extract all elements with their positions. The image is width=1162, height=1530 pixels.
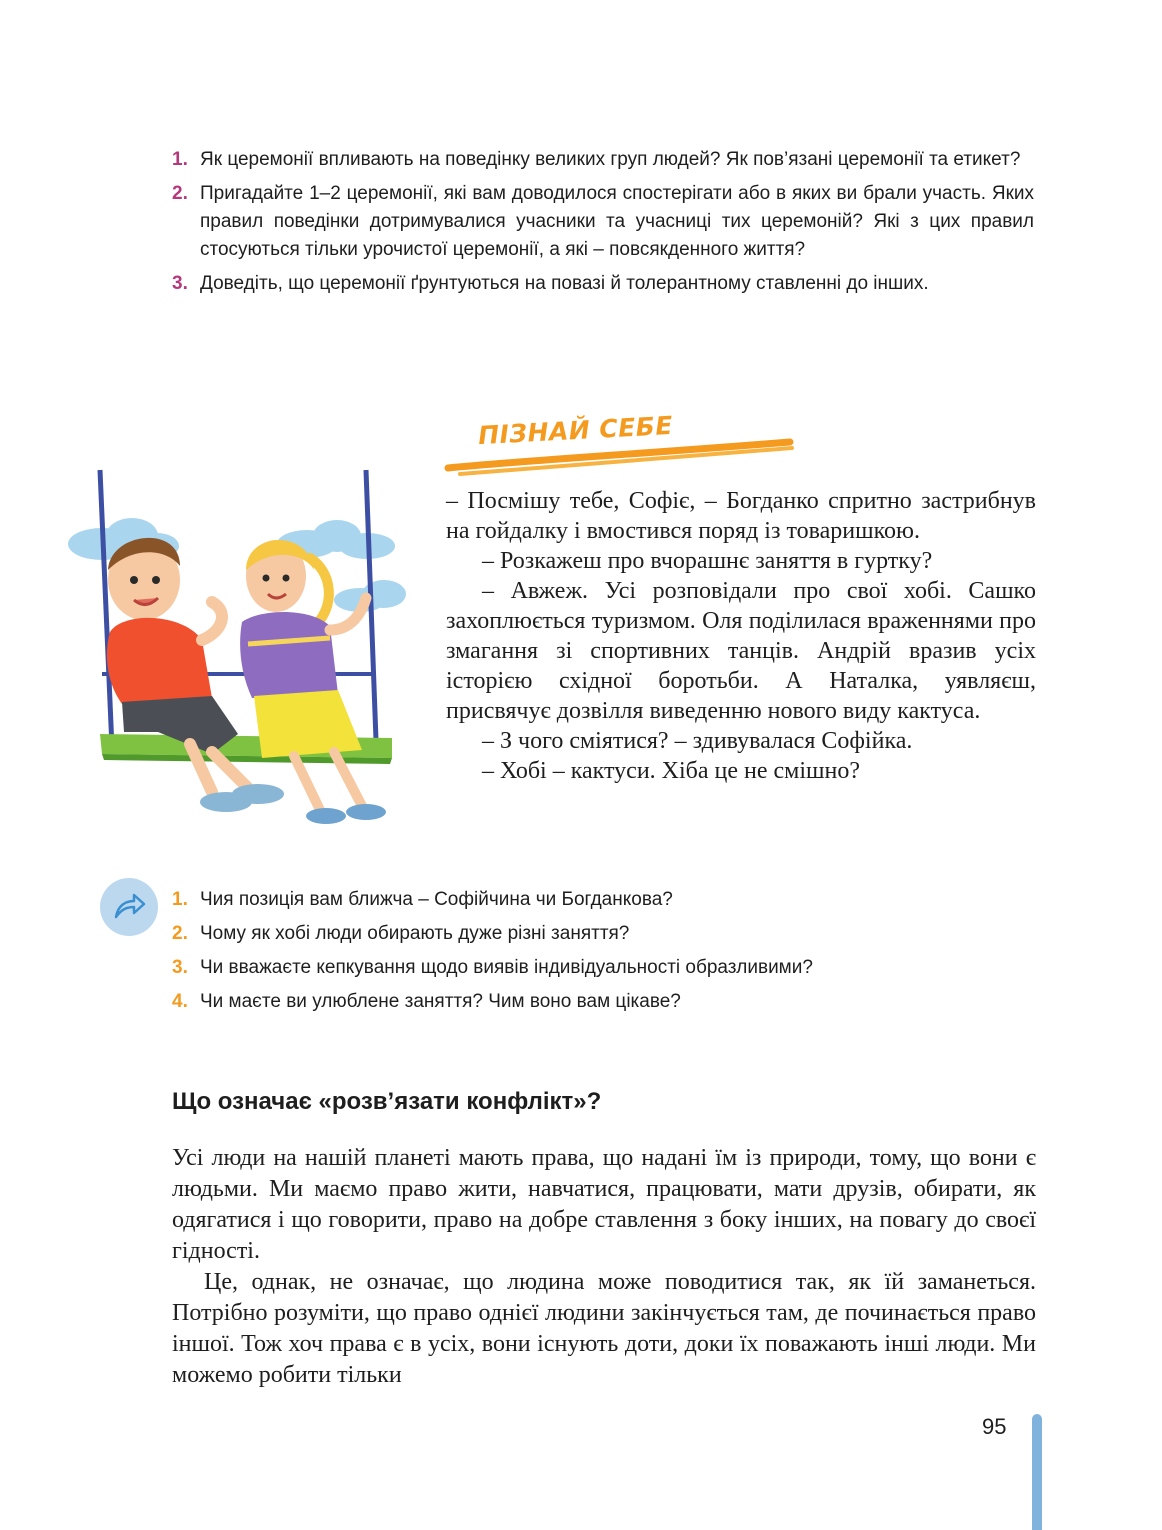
question-number: 3. bbox=[172, 273, 188, 294]
discussion-questions bbox=[172, 887, 1042, 1023]
discussion-number: 3. bbox=[172, 957, 188, 978]
question-number: 1. bbox=[172, 149, 188, 170]
story-paragraph: – Авжеж. Усі розповідали про свої хобі. Сашко захоплюється туризмом. Оля поділилася враженнями про змагання зі спортивних танців. Андрій вразив усіх історією східної боротьби. А Наталка, уявляєш, присвячує дозвілля виведенню нового виду кактуса. bbox=[446, 578, 1036, 724]
story-paragraph: – З чого сміятися? – здивувалася Софійка. bbox=[482, 728, 913, 754]
discussion-item bbox=[172, 921, 1042, 947]
discussion-text: Чия позиція вам ближча – Софійчина чи Богданкова? bbox=[200, 889, 673, 910]
question-text: Як церемонії впливають на поведінку великих груп людей? Як пов’язані церемонії та етикет? bbox=[200, 149, 1021, 170]
story-paragraph: – Розкажеш про вчорашнє заняття в гуртку? bbox=[482, 548, 933, 574]
question-text: Доведіть, що церемонії ґрунтуються на повазі й толерантному ставленні до інших. bbox=[200, 273, 929, 294]
question-item bbox=[172, 270, 1034, 298]
discussion-number: 4. bbox=[172, 991, 188, 1012]
section-badge-title: ПІЗНАЙ СЕБЕ bbox=[477, 410, 674, 451]
body-paragraph: Це, однак, не означає, що людина може поводитися так, як їй заманеться. Потрібно розуміти, що право однієї людини закінчується там, де починається право іншої. Тож хоч права є в усіх, вони існують доти, доки їх поважають інші люди. Ми можемо робити тільки bbox=[172, 1269, 1036, 1388]
question-number: 2. bbox=[172, 183, 188, 204]
question-item bbox=[172, 146, 1034, 174]
body-text bbox=[172, 1143, 1036, 1391]
story-dialogue bbox=[446, 486, 1036, 786]
body-paragraph: Усі люди на нашій планеті мають права, що надані їм із природи, тому, що вони є людьми. Ми маємо право жити, навчатися, працювати, мати друзів, обирати, як одягатися і що говорити, право на добре ставлення з боку інших, на повагу до своєї гідності. bbox=[172, 1145, 1036, 1264]
discussion-item bbox=[172, 955, 1042, 981]
kids-on-swing-illustration bbox=[62, 462, 412, 842]
discussion-item bbox=[172, 887, 1042, 913]
discussion-text: Чи вважаєте кепкування щодо виявів індивідуальності образливими? bbox=[200, 957, 813, 978]
discussion-number: 1. bbox=[172, 889, 188, 910]
discussion-number: 2. bbox=[172, 923, 188, 944]
story-paragraph: – Хобі – кактуси. Хіба це не смішно? bbox=[482, 758, 860, 784]
page-edge-bar bbox=[1032, 1414, 1042, 1530]
discussion-item bbox=[172, 989, 1042, 1015]
section-heading: Що означає «розв’язати конфлікт»? bbox=[172, 1088, 602, 1115]
review-questions bbox=[172, 146, 1034, 304]
discussion-text: Чому як хобі люди обирають дуже різні заняття? bbox=[200, 923, 630, 944]
share-arrow-icon bbox=[100, 878, 158, 936]
page-number: 95 bbox=[982, 1414, 1007, 1439]
story-paragraph: – Посмішу тебе, Софіє, – Богданко спритно застрибнув на гойдалку і вмостився поряд із товаришкою. bbox=[446, 488, 1036, 544]
question-item bbox=[172, 180, 1034, 264]
question-text: Пригадайте 1–2 церемонії, які вам доводилося спостерігати або в яких ви брали участь. Яких правил поведінки дотримувалися учасники та учасниці тих церемоній? Які з цих правил стосуються тільки урочистої церемонії, а які – повсякденного життя? bbox=[200, 183, 1034, 260]
discussion-text: Чи маєте ви улюблене заняття? Чим воно вам цікаве? bbox=[200, 991, 681, 1012]
